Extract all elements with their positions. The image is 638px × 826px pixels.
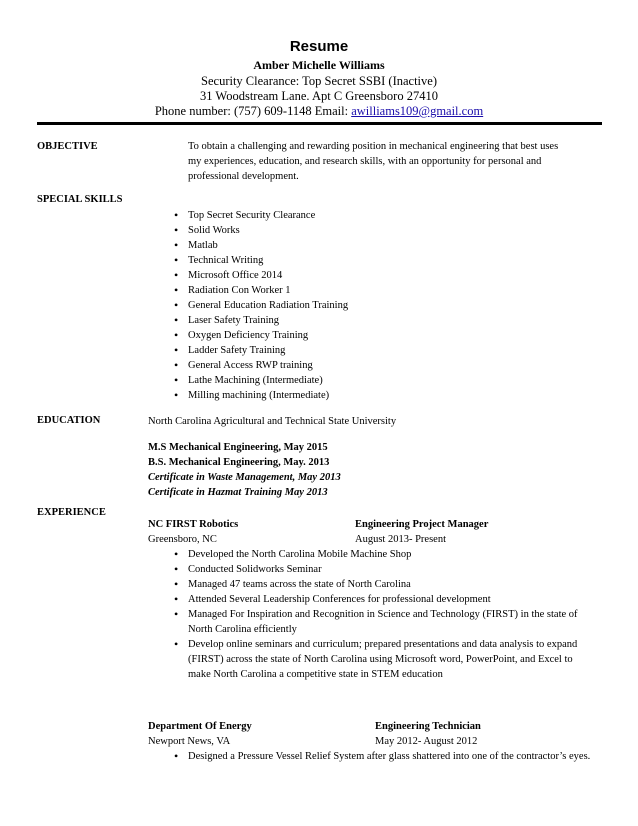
- job-org: NC FIRST Robotics: [148, 519, 239, 530]
- skill-item: • Radiation Con Worker 1: [174, 283, 348, 298]
- experience-heading: EXPERIENCE: [37, 507, 106, 518]
- skill-item: • Microsoft Office 2014: [174, 268, 348, 283]
- degrees: [148, 440, 608, 500]
- certificate-item: Certificate in Waste Management, May 2013: [148, 472, 341, 483]
- school-name: North Carolina Agricultural and Technical State University: [148, 416, 397, 427]
- education-heading: EDUCATION: [37, 415, 101, 426]
- duty-item: • Managed For Inspiration and Recognition in Science and Technology (FIRST) in the state of North Carolina efficiently: [174, 607, 594, 637]
- email-link[interactable]: awilliams109@gmail.com: [351, 104, 484, 118]
- degree-item: B.S. Mechanical Engineering, May. 2013: [148, 457, 330, 468]
- skill-item: • Lathe Machining (Intermediate): [174, 373, 348, 388]
- duty-item: • Managed 47 teams across the state of North Carolina: [174, 577, 594, 592]
- duty-item: • Attended Several Leadership Conferences for professional development: [174, 592, 594, 607]
- skill-item: • Ladder Safety Training: [174, 343, 348, 358]
- skills-list: [174, 208, 348, 403]
- job-location: Greensboro, NC: [148, 534, 217, 545]
- job-duties-list: [174, 547, 594, 682]
- duty-item: • Developed the North Carolina Mobile Machine Shop: [174, 547, 594, 562]
- skill-item: • Top Secret Security Clearance: [174, 208, 348, 223]
- job-org: Department Of Energy: [148, 721, 252, 732]
- duty-item: • Conducted Solidworks Seminar: [174, 562, 594, 577]
- skill-item: • Laser Safety Training: [174, 313, 348, 328]
- job-duties-list: [174, 749, 594, 764]
- job-dates: May 2012- August 2012: [375, 736, 478, 747]
- skill-item: • Oxygen Deficiency Training: [174, 328, 348, 343]
- objective-text: [188, 139, 608, 184]
- skill-item: • Matlab: [174, 238, 348, 253]
- skills-heading: SPECIAL SKILLS: [37, 194, 123, 205]
- objective-line: professional development.: [188, 171, 299, 182]
- skill-item: • Solid Works: [174, 223, 348, 238]
- degree-item: M.S Mechanical Engineering, May 2015: [148, 442, 328, 453]
- header-divider: [37, 122, 602, 125]
- duty-item: • Develop online seminars and curriculum; prepared presentations and data analysis to expand (FIRST) across the state of North Carolina using Microsoft word, PowerPoint, and Excel to make North Carolina a competitive state in STEM education: [174, 637, 594, 682]
- phone-text: Phone number: (757) 609-1148 Email:: [154, 104, 352, 118]
- duty-item: • Designed a Pressure Vessel Relief System after glass shattered into one of the contractor’s eyes.: [174, 749, 594, 764]
- document-title: Resume: [289, 38, 349, 55]
- applicant-name: Amber Michelle Williams: [253, 58, 385, 72]
- skill-item: • Milling machining (Intermediate): [174, 388, 348, 403]
- objective-line: To obtain a challenging and rewarding position in mechanical engineering that best uses: [188, 141, 559, 152]
- address: 31 Woodstream Lane. Apt C Greensboro 27410: [200, 89, 438, 103]
- security-clearance: Security Clearance: Top Secret SSBI (Inactive): [201, 74, 437, 88]
- skill-item: • Technical Writing: [174, 253, 348, 268]
- skill-item: • General Education Radiation Training: [174, 298, 348, 313]
- objective-line: my experiences, education, and research skills, with an opportunity for personal and: [188, 156, 542, 167]
- job-location: Newport News, VA: [148, 736, 231, 747]
- objective-heading: OBJECTIVE: [37, 141, 98, 152]
- job-title: Engineering Project Manager: [355, 519, 489, 530]
- contact-line: [0, 104, 638, 119]
- job-title: Engineering Technician: [375, 721, 481, 732]
- certificate-item: Certificate in Hazmat Training May 2013: [148, 487, 328, 498]
- job-dates: August 2013- Present: [355, 534, 446, 545]
- skill-item: • General Access RWP training: [174, 358, 348, 373]
